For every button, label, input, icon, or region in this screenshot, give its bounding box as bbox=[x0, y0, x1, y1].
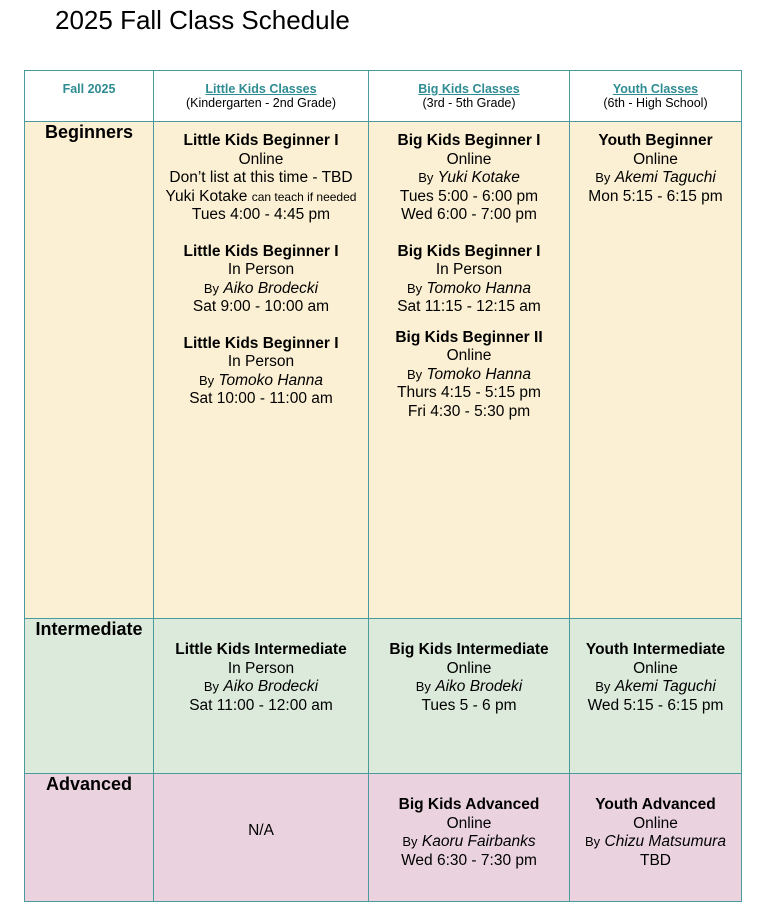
advanced-row bbox=[25, 774, 742, 902]
instructor-name: Tomoko Hanna bbox=[426, 279, 532, 297]
class-instructor bbox=[154, 678, 368, 697]
by-label: By bbox=[595, 170, 611, 185]
instructor-name: Aiko Brodecki bbox=[223, 678, 319, 695]
class-instructor bbox=[570, 169, 741, 188]
by-label: By bbox=[203, 679, 220, 694]
class-instructor bbox=[369, 678, 569, 697]
not-available-label: N/A bbox=[248, 821, 274, 839]
class-name: Youth Intermediate bbox=[585, 641, 726, 658]
class-mode: Online bbox=[238, 150, 284, 168]
big-kids-header-link[interactable]: Big Kids Classes bbox=[418, 82, 520, 96]
class-mode: Online bbox=[446, 814, 492, 832]
class-entry bbox=[570, 641, 741, 715]
level-label-intermediate: Intermediate bbox=[25, 619, 154, 774]
class-time: Wed 6:00 - 7:00 pm bbox=[401, 206, 537, 223]
class-mode: Online bbox=[446, 347, 492, 364]
class-mode: Online bbox=[633, 150, 678, 168]
youth-beginners-cell bbox=[570, 122, 742, 619]
big-kids-beginners-cell bbox=[369, 122, 570, 619]
class-mode: Online bbox=[446, 150, 492, 168]
instructor-note-small: can teach if needed bbox=[251, 189, 357, 204]
instructor-name: Tomoko Hanna bbox=[218, 371, 324, 389]
youth-grade-range: (6th - High School) bbox=[603, 96, 708, 110]
little-kids-grade-range: (Kindergarten - 2nd Grade) bbox=[185, 96, 337, 110]
class-instructor bbox=[369, 366, 569, 385]
instructor-name: Akemi Taguchi bbox=[614, 678, 716, 695]
class-entry bbox=[154, 335, 368, 409]
class-note: Don’t list at this time - TBD bbox=[169, 169, 353, 186]
class-time: Thurs 4:15 - 5:15 pm bbox=[397, 384, 541, 401]
class-name: Youth Beginner bbox=[598, 132, 713, 149]
class-time: Mon 5:15 - 6:15 pm bbox=[588, 187, 723, 205]
class-time: Sat 9:00 - 10:00 am bbox=[192, 298, 330, 315]
class-mode: In Person bbox=[435, 261, 503, 278]
class-mode: In Person bbox=[227, 261, 295, 278]
big-kids-intermediate-cell bbox=[369, 619, 570, 774]
little-kids-intermediate-cell bbox=[154, 619, 369, 774]
header-row bbox=[25, 71, 742, 122]
by-label: By bbox=[203, 280, 220, 296]
by-label: By bbox=[402, 834, 418, 849]
class-instructor bbox=[570, 678, 741, 697]
class-instructor bbox=[154, 372, 368, 391]
class-time: Tues 4:00 - 4:45 pm bbox=[191, 206, 331, 223]
intermediate-row bbox=[25, 619, 742, 774]
instructor-name: Tomoko Hanna bbox=[426, 365, 532, 383]
class-name: Little Kids Beginner I bbox=[183, 242, 339, 260]
class-time: TBD bbox=[640, 851, 671, 869]
schedule-table bbox=[24, 70, 742, 902]
instructor-name: Yuki Kotake bbox=[437, 169, 520, 186]
class-mode: Online bbox=[633, 814, 678, 832]
level-label-advanced: Advanced bbox=[25, 774, 154, 902]
by-label: By bbox=[198, 372, 215, 388]
class-instructor bbox=[154, 280, 368, 299]
class-entry bbox=[369, 641, 569, 715]
class-entry bbox=[154, 243, 368, 317]
class-name: Little Kids Beginner I bbox=[183, 334, 339, 352]
by-label: By bbox=[415, 679, 431, 694]
class-entry bbox=[154, 132, 368, 225]
youth-header-link[interactable]: Youth Classes bbox=[612, 82, 699, 96]
little-kids-header-link[interactable]: Little Kids Classes bbox=[205, 82, 317, 96]
by-label: By bbox=[406, 366, 423, 382]
class-entry bbox=[570, 796, 741, 870]
class-mode: Online bbox=[446, 659, 492, 677]
class-instructor bbox=[369, 169, 569, 188]
level-label-beginners: Beginners bbox=[25, 122, 154, 619]
class-instructor bbox=[570, 833, 741, 852]
class-name: Little Kids Intermediate bbox=[175, 641, 347, 658]
class-instructor bbox=[369, 280, 569, 299]
class-name: Big Kids Beginner I bbox=[397, 132, 541, 149]
class-instructor bbox=[369, 833, 569, 852]
little-kids-beginners-cell bbox=[154, 122, 369, 619]
class-name: Youth Advanced bbox=[595, 796, 716, 813]
class-name: Big Kids Beginner II bbox=[395, 328, 543, 346]
class-entry bbox=[369, 243, 569, 317]
header-corner bbox=[25, 71, 154, 122]
class-entry bbox=[570, 132, 741, 206]
class-entry bbox=[369, 132, 569, 225]
beginners-row bbox=[25, 122, 742, 619]
instructor-name: Kaoru Fairbanks bbox=[421, 833, 536, 850]
class-name: Big Kids Intermediate bbox=[389, 641, 549, 658]
class-entry bbox=[154, 641, 368, 715]
class-time: Sat 10:00 - 11:00 am bbox=[189, 390, 333, 407]
class-time: Fri 4:30 - 5:30 pm bbox=[407, 402, 531, 420]
class-time: Tues 5:00 - 6:00 pm bbox=[399, 187, 539, 205]
youth-advanced-cell bbox=[570, 774, 742, 902]
instructor-name: Aiko Brodeki bbox=[435, 678, 523, 695]
by-label: By bbox=[418, 170, 434, 185]
header-big-kids bbox=[369, 71, 570, 122]
instructor-name: Aiko Brodecki bbox=[223, 279, 319, 297]
page-title: 2025 Fall Class Schedule bbox=[55, 5, 350, 35]
header-little-kids bbox=[154, 71, 369, 122]
instructor-name: Akemi Taguchi bbox=[614, 169, 716, 186]
by-label: By bbox=[406, 280, 423, 296]
class-instructor-note bbox=[154, 188, 368, 207]
class-time: Sat 11:15 - 12:15 am bbox=[397, 298, 541, 315]
by-label: By bbox=[595, 679, 611, 694]
class-time: Tues 5 - 6 pm bbox=[421, 696, 517, 714]
big-kids-grade-range: (3rd - 5th Grade) bbox=[422, 96, 516, 110]
youth-intermediate-cell bbox=[570, 619, 742, 774]
class-time: Wed 5:15 - 6:15 pm bbox=[587, 696, 724, 714]
instructor-name: Chizu Matsumura bbox=[604, 833, 726, 850]
class-mode: Online bbox=[633, 659, 678, 677]
by-label: By bbox=[585, 834, 601, 849]
instructor-name: Yuki Kotake bbox=[165, 187, 248, 205]
class-time: Sat 11:00 - 12:00 am bbox=[189, 696, 333, 714]
class-mode: In Person bbox=[227, 353, 295, 370]
header-youth bbox=[570, 71, 742, 122]
class-entry bbox=[369, 796, 569, 870]
class-time: Wed 6:30 - 7:30 pm bbox=[401, 851, 537, 869]
class-mode: In Person bbox=[227, 659, 295, 677]
class-name: Big Kids Beginner I bbox=[397, 242, 541, 260]
little-kids-advanced-cell bbox=[154, 774, 369, 902]
class-entry bbox=[369, 329, 569, 422]
big-kids-advanced-cell bbox=[369, 774, 570, 902]
corner-label: Fall 2025 bbox=[62, 82, 116, 96]
class-name: Big Kids Advanced bbox=[398, 796, 540, 813]
class-name: Little Kids Beginner I bbox=[183, 132, 339, 149]
